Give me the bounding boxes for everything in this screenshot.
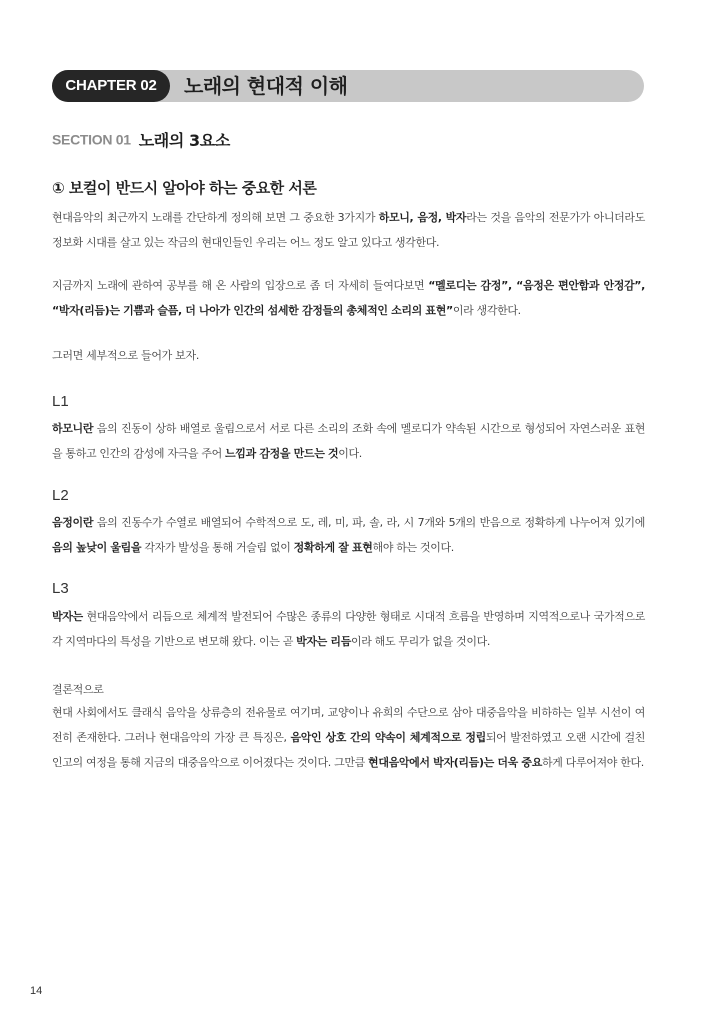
l1-label: L1 bbox=[52, 393, 69, 410]
emphasis: 현대음악에서 박자(리듬)는 더욱 중요 bbox=[368, 756, 542, 769]
l3-label: L3 bbox=[52, 580, 69, 597]
emphasis: 음정이란 bbox=[52, 516, 94, 529]
emphasis: “멜로디는 감정”, “음정은 편안함과 안정감”, “박자(리듬)는 기쁨과 슬픔, 더 나아가 인간의 섬세한 감정들의 총체적인 소리의 표현” bbox=[52, 279, 645, 317]
section-header bbox=[52, 128, 230, 154]
emphasis: 박자는 bbox=[52, 610, 83, 623]
definition-paragraph: 지금까지 노래에 관하여 공부를 해 온 사람의 입장으로 좀 더 자세히 들여다보면 “멜로디는 감정”, “음정은 편안함과 안정감”, “박자(리듬)는 기쁨과 슬픔, 더 나아가 인간의 섬세한 감정들의 총체적인 소리의 표현”이라 생각한다. bbox=[52, 279, 645, 317]
emphasis: 박자는 리듬 bbox=[296, 635, 351, 648]
conclusion-label: 결론적으로 bbox=[52, 683, 104, 696]
chapter-label: CHAPTER 02 bbox=[52, 70, 170, 102]
l1-paragraph: 하모니란 음의 진동이 상하 배열로 울림으로서 서로 다른 소리의 조화 속에 멜로디가 약속된 시간으로 형성되어 자연스러운 표현을 통하고 인간의 감성에 자극을 주어 느낌과 감정을 만드는 것이다. bbox=[52, 422, 645, 460]
chapter-title: 노래의 현대적 이해 bbox=[184, 74, 348, 98]
l2-paragraph: 음정이란 음의 진동수가 수열로 배열되어 수학적으로 도, 레, 미, 파, 솔, 라, 시 7개와 5개의 반음으로 정확하게 나누어져 있기에 음의 높낮이 울림을 각자가 발성을 통해 거슬림 없이 정확하게 잘 표현해야 하는 것이다. bbox=[52, 516, 645, 554]
emphasis: 음악인 상호 간의 약속이 체계적으로 정립 bbox=[290, 731, 486, 744]
emphasis: 느낌과 감정을 만드는 것 bbox=[225, 447, 339, 460]
section-label: SECTION 01 bbox=[52, 131, 131, 148]
section-title: 노래의 3요소 bbox=[138, 131, 230, 150]
intro-paragraph: 현대음악의 최근까지 노래를 간단하게 정의해 보면 그 중요한 3가지가 하모니, 음정, 박자라는 것을 음악의 전문가가 아니더라도 정보화 시대를 살고 있는 작금의 현대인들인 우리는 어느 정도 알고 있다고 생각한다. bbox=[52, 211, 645, 249]
page-number: 14 bbox=[30, 985, 43, 997]
l2-label: L2 bbox=[52, 487, 69, 504]
emphasis: 음의 높낮이 울림을 bbox=[52, 541, 142, 554]
conclusion-paragraph: 현대 사회에서도 클래식 음악을 상류층의 전유물로 여기며, 교양이나 유희의 수단으로 삼아 대중음악을 비하하는 일부 시선이 여전히 존재한다. 그러나 현대음악의 가장 큰 특징은, 음악인 상호 간의 약속이 체계적으로 정립되어 발전하였고 오랜 시간에 걸친 인고의 여정을 통해 지금의 대중음악으로 이어졌다는 것이다. 그만큼 현대음악에서 박자(리듬)는 더욱 중요하게 다루어져야 한다. bbox=[52, 706, 645, 769]
emphasis: 정확하게 잘 표현 bbox=[293, 541, 373, 554]
l3-paragraph: 박자는 현대음악에서 리듬으로 체계적 발전되어 수많은 종류의 다양한 형태로 시대적 흐름을 반영하며 지역적으로나 국가적으로 각 지역마다의 특성을 기반으로 변모해 왔다. 이는 곧 박자는 리듬이라 해도 무리가 없을 것이다. bbox=[52, 610, 645, 648]
emphasis: 하모니란 bbox=[52, 422, 94, 435]
subsection-heading: ① 보컬이 반드시 알아야 하는 중요한 서론 bbox=[52, 179, 317, 197]
emphasis: 하모니, 음정, 박자 bbox=[378, 211, 467, 224]
transition-sentence: 그러면 세부적으로 들어가 보자. bbox=[52, 349, 200, 362]
